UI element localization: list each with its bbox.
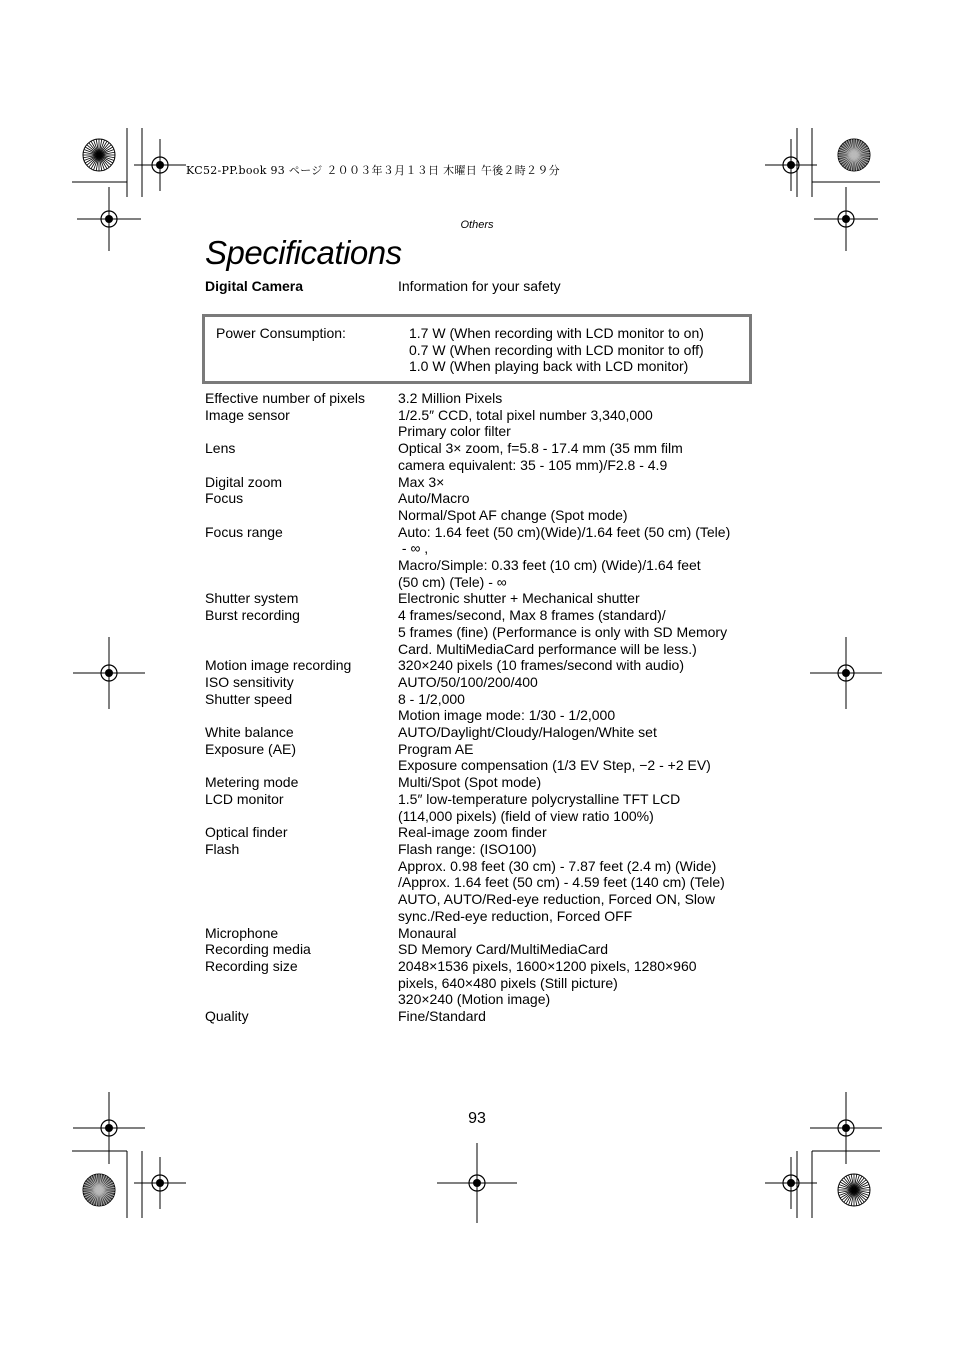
spec-value-line: Electronic shutter + Mechanical shutter — [398, 590, 640, 607]
spec-row — [205, 691, 765, 724]
spec-values — [398, 925, 765, 942]
spec-row — [205, 1008, 765, 1025]
spec-value-line: AUTO, AUTO/Red-eye reduction, Forced ON, Slow — [398, 891, 715, 908]
power-consumption-label: Power Consumption: — [216, 325, 346, 341]
spec-row — [205, 657, 765, 674]
spec-row — [205, 925, 765, 942]
spec-value-line: Program AE — [398, 740, 474, 757]
spec-row — [205, 674, 765, 691]
spec-label: White balance — [205, 724, 294, 741]
registration-dot-icon — [156, 1179, 164, 1187]
power-consumption-values — [409, 325, 704, 375]
registration-dot-icon — [473, 1179, 481, 1187]
spec-values — [398, 791, 765, 824]
spec-value-line: 320×240 pixels (10 frames/second with audio) — [398, 657, 685, 674]
spec-label: Exposure (AE) — [205, 740, 297, 757]
spec-row — [205, 841, 765, 925]
spec-row — [205, 724, 765, 741]
spec-label: LCD monitor — [205, 790, 284, 807]
specifications-list — [205, 390, 765, 1025]
spec-value-line: 3.2 Million Pixels — [398, 390, 503, 406]
spec-values — [398, 724, 765, 741]
spec-value-line: (114,000 pixels) (field of view ratio 100%) — [398, 807, 654, 824]
power-value: 0.7 W (When recording with LCD monitor to off) — [409, 341, 704, 358]
spec-values — [398, 958, 765, 1008]
spec-label: ISO sensitivity — [205, 673, 294, 690]
registration-dot-icon — [156, 161, 164, 169]
spec-value-line: Multi/Spot (Spot mode) — [398, 774, 542, 791]
spec-row — [205, 941, 765, 958]
spec-value-line: Auto: 1.64 feet (50 cm)(Wide)/1.64 feet (50 cm) (Tele) — [398, 523, 731, 540]
spec-value-line: 1.5″ low-temperature polycrystalline TFT LCD — [398, 790, 681, 807]
spec-label: Shutter system — [205, 590, 299, 607]
spec-values — [398, 607, 765, 657]
spec-value-line: 5 frames (fine) (Performance is only with SD Memory — [398, 623, 728, 640]
spec-row — [205, 524, 765, 591]
spec-value-line: Real-image zoom finder — [398, 824, 547, 841]
subtitle-right: Information for your safety — [398, 278, 561, 294]
spec-values — [398, 440, 765, 473]
spec-label: Focus — [205, 490, 244, 507]
spec-label: Effective number of pixels — [205, 390, 366, 406]
spec-values — [398, 657, 765, 674]
spec-value-line: Monaural — [398, 924, 457, 941]
spec-value-line: /Approx. 1.64 feet (50 cm) - 4.59 feet (140 cm) (Tele) — [398, 874, 725, 891]
spec-value-line: 1/2.5″ CCD, total pixel number 3,340,000 — [398, 406, 653, 423]
spec-value-line: 320×240 (Motion image) — [398, 991, 551, 1008]
spec-values — [398, 674, 765, 691]
spec-label: Image sensor — [205, 406, 290, 423]
spec-value-line: Optical 3× zoom, f=5.8 - 17.4 mm (35 mm film — [398, 440, 683, 457]
spec-label: Microphone — [205, 924, 279, 941]
power-value: 1.0 W (When playing back with LCD monitor) — [409, 358, 689, 375]
spec-label: Flash — [205, 840, 240, 857]
spec-value-line: sync./Red-eye reduction, Forced OFF — [398, 907, 633, 924]
registration-dot-icon — [842, 669, 850, 677]
spec-value-line: 4 frames/second, Max 8 frames (standard)/ — [398, 607, 666, 624]
spec-label: Lens — [205, 440, 236, 457]
spec-value-line: 8 - 1/2,000 — [398, 690, 465, 707]
spec-row — [205, 741, 765, 774]
spec-values — [398, 590, 765, 607]
spec-values — [398, 1008, 765, 1025]
spec-row — [205, 824, 765, 841]
spec-label: Recording media — [205, 941, 311, 958]
spec-value-line: Fine/Standard — [398, 1008, 486, 1025]
spec-value-line: (50 cm) (Tele) - ∞ — [398, 573, 507, 590]
spec-label: Motion image recording — [205, 657, 352, 674]
spec-row — [205, 390, 765, 407]
spec-value-line: Motion image mode: 1/30 - 1/2,000 — [398, 707, 616, 724]
spec-label: Focus range — [205, 523, 283, 540]
spec-value-line: Macro/Simple: 0.33 feet (10 cm) (Wide)/1.64 feet — [398, 557, 701, 574]
page-title: Specifications — [205, 234, 402, 271]
registration-dot-icon — [787, 1179, 795, 1187]
spec-row — [205, 774, 765, 791]
spec-value-line: Primary color filter — [398, 423, 511, 440]
spec-values — [398, 741, 765, 774]
spec-values — [398, 691, 765, 724]
spec-value-line: camera equivalent: 35 - 105 mm)/F2.8 - 4.9 — [398, 456, 668, 473]
spec-value-line: Max 3× — [398, 473, 445, 490]
spec-label: Metering mode — [205, 774, 299, 791]
spec-row — [205, 440, 765, 473]
spec-value-line: Flash range: (ISO100) — [398, 840, 537, 857]
spec-row — [205, 490, 765, 523]
spec-value-line: 2048×1536 pixels, 1600×1200 pixels, 1280×960 — [398, 957, 697, 974]
spec-label: Optical finder — [205, 824, 288, 841]
spec-values — [398, 524, 765, 591]
spec-label: Digital zoom — [205, 473, 283, 490]
spec-row — [205, 407, 765, 440]
spec-value-line: AUTO/Daylight/Cloudy/Halogen/White set — [398, 724, 657, 741]
spec-value-line: - ∞ , — [398, 540, 429, 557]
spec-value-line: AUTO/50/100/200/400 — [398, 673, 538, 690]
spec-label: Shutter speed — [205, 690, 293, 707]
spec-values — [398, 490, 765, 523]
spec-values — [398, 841, 765, 925]
spec-row — [205, 474, 765, 491]
spec-row — [205, 607, 765, 657]
spec-values — [398, 941, 765, 958]
print-header: KC52-PP.book 93 ページ ２００３年３月１３日 木曜日 午後２時２９分 — [186, 164, 560, 177]
power-consumption-box — [202, 314, 752, 384]
spec-values — [398, 774, 765, 791]
spec-label: Burst recording — [205, 607, 300, 624]
registration-dot-icon — [105, 669, 113, 677]
registration-dot-icon — [787, 161, 795, 169]
subtitle-left: Digital Camera — [205, 278, 304, 294]
spec-value-line: Card. MultiMediaCard performance will be less.) — [398, 640, 697, 657]
spec-value-line: Approx. 0.98 feet (30 cm) - 7.87 feet (2.4 m) (Wide) — [398, 857, 717, 874]
power-value: 1.7 W (When recording with LCD monitor to on) — [409, 325, 704, 341]
spec-values — [398, 390, 765, 407]
spec-values — [398, 474, 765, 491]
spec-label: Recording size — [205, 957, 298, 974]
spec-value-line: pixels, 640×480 pixels (Still picture) — [398, 974, 618, 991]
spec-row — [205, 791, 765, 824]
spec-row — [205, 590, 765, 607]
spec-value-line: Exposure compensation (1/3 EV Step, −2 - +2 EV) — [398, 757, 711, 774]
spec-value-line: Auto/Macro — [398, 490, 470, 507]
spec-values — [398, 824, 765, 841]
section-label: Others — [460, 219, 494, 231]
spec-row — [205, 958, 765, 1008]
page-number: 93 — [468, 1110, 486, 1127]
spec-value-line: Normal/Spot AF change (Spot mode) — [398, 506, 628, 523]
spec-values — [398, 407, 765, 440]
spec-label: Quality — [205, 1008, 249, 1025]
spec-value-line: SD Memory Card/MultiMediaCard — [398, 941, 609, 958]
